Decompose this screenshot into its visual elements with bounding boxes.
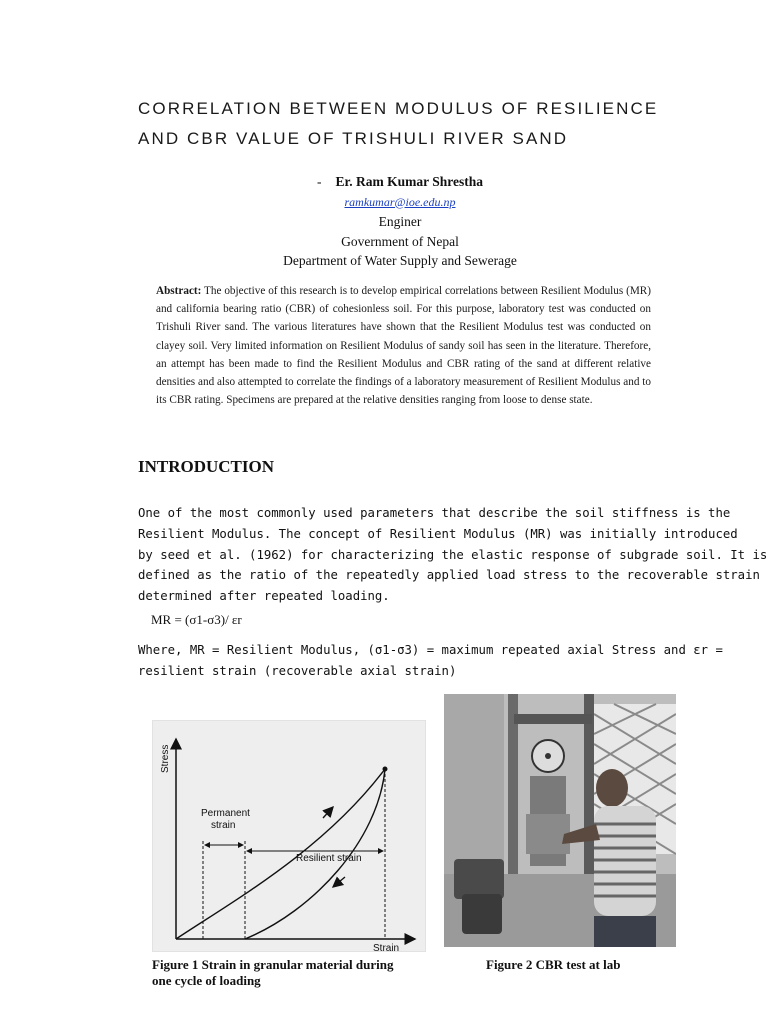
- paper-title: [138, 94, 678, 154]
- figure-2-photo: [444, 694, 676, 947]
- author-dash: -: [316, 174, 322, 189]
- formula-explanation: [138, 640, 723, 682]
- author-name: Er. Ram Kumar Shrestha: [335, 174, 484, 189]
- figure-1-caption-line-2: one cycle of loading: [152, 973, 261, 988]
- figure-1-caption-line-1: Figure 1 Strain in granular material during: [152, 957, 394, 972]
- figure-1-caption: [152, 957, 432, 989]
- author-organization: Government of Nepal: [341, 233, 459, 249]
- unloading-arrow: [333, 877, 345, 887]
- abstract-label: Abstract:: [156, 285, 202, 297]
- author-block: [140, 172, 660, 271]
- permanent-label-1: Permanent: [201, 808, 250, 819]
- author-department: Department of Water Supply and Sewerage: [283, 253, 517, 268]
- intro-paragraph: [138, 503, 768, 607]
- intro-line: defined as the ratio of the repeatedly applied load stress to the recoverable strain: [138, 568, 760, 583]
- figure-1-diagram: [152, 720, 426, 952]
- author-email-link[interactable]: ramkumar@ioe.edu.np: [344, 194, 456, 209]
- y-axis-label: Stress: [160, 744, 171, 773]
- abstract: [156, 282, 651, 409]
- author-line: [140, 172, 660, 192]
- where-line-2: resilient strain (recoverable axial strain): [138, 664, 457, 678]
- resilient-modulus-formula: MR = (σ1-σ3)/ εr: [151, 612, 242, 627]
- title-line-2: AND CBR VALUE OF TRISHULI RIVER SAND: [138, 129, 569, 148]
- title-line-1: CORRELATION BETWEEN MODULUS OF RESILIENCE: [138, 99, 659, 118]
- intro-line: by seed et al. (1962) for characterizing the elastic response of subgrade soil. It is: [138, 547, 768, 562]
- resilient-label: Resilient strain: [296, 853, 362, 864]
- intro-line: One of the most commonly used parameters that describe the soil stiffness is the: [138, 506, 731, 520]
- intro-line: determined after repeated loading.: [138, 589, 390, 604]
- cbr-test-photo: [444, 694, 676, 947]
- author-designation: Enginer: [378, 214, 422, 229]
- abstract-text: The objective of this research is to develop empirical correlations between Resilient Modulus (MR) and california bearing ratio (CBR) of cohesionless soil. For this purpose, laboratory test was conducted on Trishuli River sand. The various literatures have shown that the Resilient Modulus test was conducted on clayey soil. Very limited information on Resilient Modulus of sandy soil has seen in the literature. Therefore, an attempt has been made to find the Resilient Modulus and CBR rating of the sand at different relative densities and also attempted to correlate the findings of a laboratory measurement of Resilient Modulus and to its CBR rating. Specimens are prepared at the relative densities ranging from loose to dense state.: [156, 285, 651, 407]
- permanent-label-2: strain: [211, 820, 236, 831]
- where-line-1: Where, MR = Resilient Modulus, (σ1-σ3) = maximum repeated axial Stress and εr =: [138, 643, 723, 657]
- intro-line: Resilient Modulus. The concept of Resilient Modulus (MR) was initially introduced: [138, 526, 738, 541]
- loading-arrow: [323, 807, 333, 818]
- stress-strain-svg: [153, 721, 425, 951]
- section-heading-introduction: INTRODUCTION: [138, 457, 275, 476]
- figure-2-caption: Figure 2 CBR test at lab: [486, 957, 621, 972]
- x-axis-label: Strain: [373, 943, 400, 951]
